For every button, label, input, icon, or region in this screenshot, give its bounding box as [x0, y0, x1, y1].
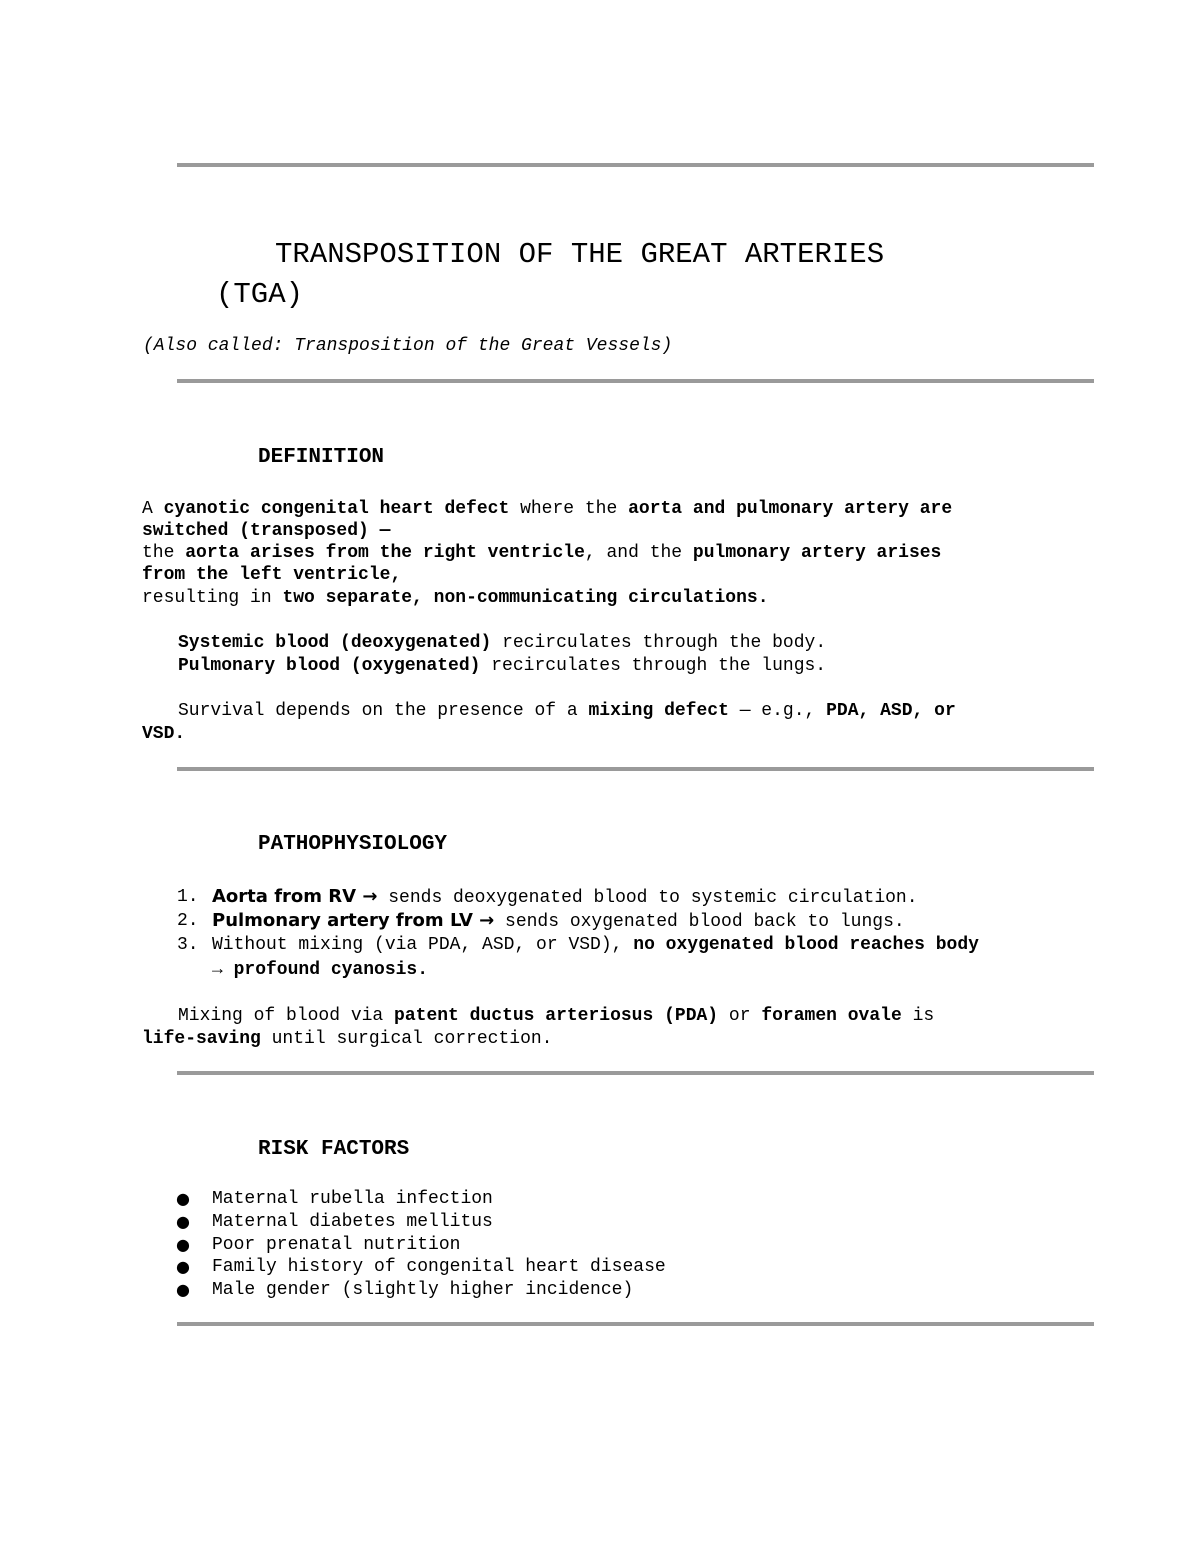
bullet-icon: ● — [176, 1280, 190, 1299]
page-title: TRANSPOSITION OF THE GREAT ARTERIES — [275, 238, 885, 271]
list-item: Without mixing (via PDA, ASD, or VSD), no oxygenated blood reaches body — [212, 935, 979, 955]
bullet-icon: ● — [176, 1189, 190, 1208]
section-heading-risk-factors: RISK FACTORS — [258, 1138, 410, 1161]
list-number: 3. — [177, 935, 199, 955]
section-heading-pathophysiology: PATHOPHYSIOLOGY — [258, 833, 448, 856]
subtitle: (Also called: Transposition of the Great Vessels) — [143, 336, 673, 356]
definition-line: from the left ventricle, — [142, 565, 402, 585]
list-item: Poor prenatal nutrition — [212, 1235, 461, 1255]
bullet-icon: ● — [176, 1257, 190, 1276]
list-number: 2. — [177, 911, 199, 931]
divider — [177, 163, 1094, 167]
list-item: Family history of congenital heart disease — [212, 1257, 666, 1277]
section-heading-definition: DEFINITION — [258, 446, 385, 469]
bullet-icon: ● — [176, 1212, 190, 1231]
list-item: Male gender (slightly higher incidence) — [212, 1280, 634, 1300]
list-item: Maternal diabetes mellitus — [212, 1212, 493, 1232]
definition-line: the aorta arises from the right ventricle, and the pulmonary artery arises — [142, 543, 942, 563]
page-title-abbrev: (TGA) — [216, 278, 304, 311]
divider — [177, 1322, 1094, 1326]
list-item: Aorta from RV → sends deoxygenated blood to systemic circulation. — [212, 886, 918, 908]
list-item: Pulmonary artery from LV → sends oxygenated blood back to lungs. — [212, 910, 905, 932]
survival-line: VSD. — [142, 724, 186, 744]
divider — [177, 379, 1094, 383]
mixing-line: Mixing of blood via patent ductus arteriosus (PDA) or foramen ovale is — [178, 1006, 935, 1026]
definition-line: resulting in two separate, non-communicating circulations. — [142, 588, 769, 608]
mixing-line: life-saving until surgical correction. — [142, 1029, 553, 1049]
bullet-icon: ● — [176, 1235, 190, 1254]
list-number: 1. — [177, 887, 199, 907]
systemic-blood-line: Systemic blood (deoxygenated) recirculates through the body. — [178, 633, 827, 653]
list-item: Maternal rubella infection — [212, 1189, 493, 1209]
divider — [177, 767, 1094, 771]
pulmonary-blood-line: Pulmonary blood (oxygenated) recirculates through the lungs. — [178, 656, 827, 676]
divider — [177, 1071, 1094, 1075]
survival-line: Survival depends on the presence of a mixing defect — e.g., PDA, ASD, or — [178, 701, 956, 721]
list-item-continued: → profound cyanosis. — [212, 960, 429, 980]
definition-line: A cyanotic congenital heart defect where the aorta and pulmonary artery are — [142, 499, 953, 519]
definition-line: switched (transposed) — — [142, 521, 391, 541]
